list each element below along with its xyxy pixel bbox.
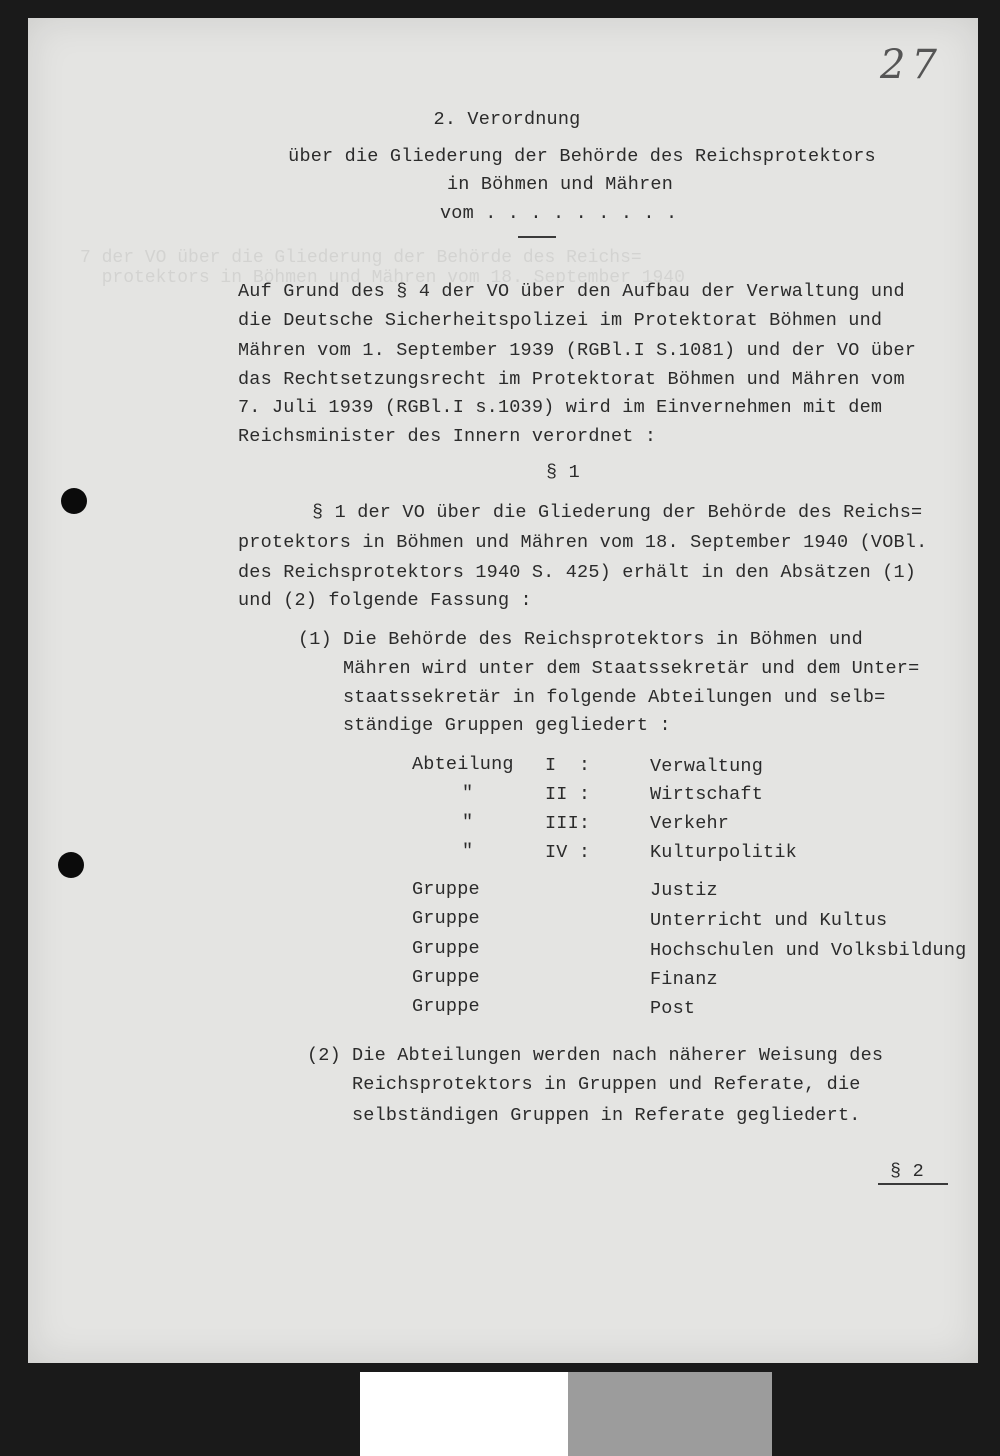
page-number: 27 xyxy=(880,42,943,88)
para-2-line-3: selbständigen Gruppen in Referate gegliedert. xyxy=(352,1105,861,1126)
next-section-underline xyxy=(878,1183,948,1185)
preamble-line-4: das Rechtsetzungsrecht im Protektorat Böhmen und Mähren vom xyxy=(238,369,905,390)
para-1-line-1: Die Behörde des Reichsprotektors in Böhmen und xyxy=(343,629,863,650)
preamble-line-6: Reichsminister des Innern verordnet : xyxy=(238,426,657,447)
punch-hole-bottom xyxy=(58,852,84,878)
group-name: Unterricht und Kultus xyxy=(650,910,888,931)
vom-underline xyxy=(518,236,556,238)
dept-label: Abteilung xyxy=(412,754,514,775)
para-2-line-2: Reichsprotektors in Gruppen und Referate, die xyxy=(352,1074,861,1095)
section-1-line-2: protektors in Böhmen und Mähren vom 18. September 1940 (VOBl. xyxy=(238,532,928,553)
group-label: Gruppe xyxy=(412,967,480,988)
group-name: Justiz xyxy=(650,880,718,901)
next-section-marker: § 2 xyxy=(890,1161,924,1182)
group-name: Post xyxy=(650,998,696,1019)
preamble-line-5: 7. Juli 1939 (RGBl.I s.1039) wird im Einvernehmen mit dem xyxy=(238,397,883,418)
para-1-line-2: Mähren wird unter dem Staatssekretär und dem Unter= xyxy=(343,658,920,679)
dept-number: IV : xyxy=(545,842,591,863)
calibration-patch-white xyxy=(360,1372,568,1456)
preamble-line-2: die Deutsche Sicherheitspolizei im Protektorat Böhmen und xyxy=(238,310,883,331)
para-1-line-3: staatssekretär in folgende Abteilungen und selb= xyxy=(343,687,886,708)
group-name: Hochschulen und Volksbildung xyxy=(650,940,967,961)
dept-name: Verkehr xyxy=(650,813,730,834)
dept-label: " xyxy=(462,783,474,804)
calibration-patch-gray xyxy=(568,1372,772,1456)
group-label: Gruppe xyxy=(412,879,480,900)
section-1-line-1: § 1 der VO über die Gliederung der Behörde des Reichs= xyxy=(312,502,923,523)
group-label: Gruppe xyxy=(412,938,480,959)
punch-hole-top xyxy=(61,488,87,514)
group-name: Finanz xyxy=(650,969,718,990)
group-label: Gruppe xyxy=(412,996,480,1017)
dept-name: Verwaltung xyxy=(650,756,764,777)
dept-number: III: xyxy=(545,813,591,834)
title-line-1: 2. Verordnung xyxy=(433,109,581,130)
para-2-number: (2) xyxy=(307,1045,341,1066)
preamble-line-1: Auf Grund des § 4 der VO über den Aufbau der Verwaltung und xyxy=(238,281,905,302)
group-label: Gruppe xyxy=(412,908,480,929)
title-line-2: über die Gliederung der Behörde des Reichsprotektors xyxy=(288,146,876,167)
bleed-through: 7 der VO über die Gliederung der Behörde des Reichs= protektors in Böhmen und Mähren vom 18. September 1940 xyxy=(80,248,685,288)
para-2-line-1: Die Abteilungen werden nach näherer Weisung des xyxy=(352,1045,884,1066)
dept-number: II : xyxy=(545,784,591,805)
para-1-number: (1) xyxy=(298,629,332,650)
dept-label: " xyxy=(462,841,474,862)
section-1-heading: § 1 xyxy=(546,462,580,483)
section-1-line-3: des Reichsprotektors 1940 S. 425) erhält in den Absätzen (1) xyxy=(238,562,917,583)
title-line-3: in Böhmen und Mähren xyxy=(446,174,674,195)
dept-label: " xyxy=(462,812,474,833)
dept-name: Wirtschaft xyxy=(650,784,764,805)
dept-number: I : xyxy=(545,755,591,776)
preamble-line-3: Mähren vom 1. September 1939 (RGBl.I S.1081) und der VO über xyxy=(238,340,917,361)
para-1-line-4: ständige Gruppen gegliedert : xyxy=(343,715,671,736)
dept-name: Kulturpolitik xyxy=(650,842,797,863)
section-1-line-4: und (2) folgende Fassung : xyxy=(238,590,532,611)
title-line-4: vom . . . . . . . . . xyxy=(440,203,678,224)
